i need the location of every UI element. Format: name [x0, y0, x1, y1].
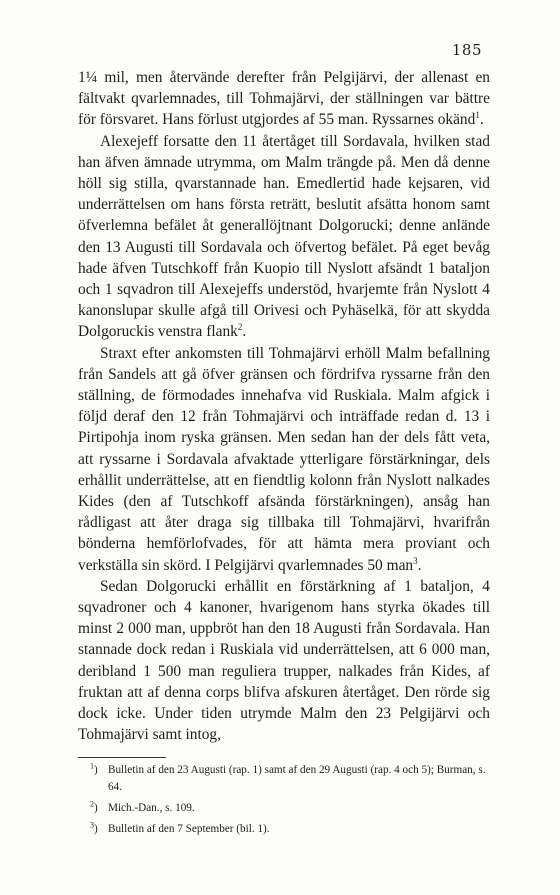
paragraph-text: 1¼ mil, men återvände derefter från Pelgijärvi, der allenast en fältvakt qvarlemnades, till Tohmajärvi, der ställningen var bättre för försvaret. Hans förlust utgjordes af 55 man. Ryssarnes okänd [78, 69, 490, 129]
footnote-ref: 1 [475, 110, 480, 121]
page-number: 185 [451, 41, 482, 59]
paragraph-4 [78, 576, 490, 746]
footnote-2: $^2$) Mich.-Dan., s. 109. [90, 799, 195, 814]
footnote-3: $^3$) Bulletin af den 7 September (bil. 1). [90, 820, 270, 835]
footnote-mark: 1 [90, 761, 94, 771]
paragraph-text: Sedan Dolgorucki erhållit en förstärkning af 1 bataljon, 4 sqvadroner och 4 kanoner, hvarigenom hans styrka ökades till minst 2 000 man, uppbröt han den 18 Augusti från Sordavala. Han stannade dock redan i Ruskiala vid underrättelsen, att 6 000 man, deribland 1 500 man reguliera trupper, nalkades från Kides, af fruktan att af denna corps blifva afskuren återtåget. Den rörde sig dock icke. Under tiden utrymde Malm den 23 Pelgijärvi och Tohmajärvi samt intog [78, 577, 490, 744]
footnote-text: Bulletin af den 23 Augusti (rap. 1) samt af den 29 Augusti (rap. 4 och 5); Burman, s. 64. [108, 764, 486, 793]
body-text [78, 67, 490, 746]
paragraph-3 [78, 343, 490, 576]
paragraph-tail: . [417, 556, 422, 574]
footnote-text: Bulletin af den 7 September (bil. 1). [108, 823, 270, 835]
paragraph-2 [78, 131, 490, 343]
paragraph-tail: . [479, 111, 484, 129]
paragraph-text: Alexejeff forsatte den 11 återtåget till Sordavala, hvilken stad han äfven ämnade utrymma, om Malm trängde på. Men då denne höll sig stilla, qvarstannade han. Emedlertid hade kejsaren, vid underrättelsen om hans första reträtt, beslutit afsätta honom samt öfverlemna befälet åt generallöjtnant Dolgorucki; denne anlände den 13 Augusti till Sordavala och öfvertog befälet. På eget bevåg hade äfven Tutschkoff från Kuopio till Nyslott afsändt 1 bataljon och 1 sqvadron till Alexejeffs understöd, hvarjemte från Nyslott 4 kanonslupar skulle afgå till Orivesi och Pyhäselkä, för att skydda Dolgoruckis venstra flank [78, 132, 490, 341]
paragraph-text: Straxt efter ankomsten till Tohmajärvi erhöll Malm befallning från Sandels att gå öfver gränsen och fördrifva ryssarne från den ställning, de förmodades innehafva vid Ruskiala. Malm afgick i följd deraf den 12 från Tohmajärvi och inträffade redan d. 13 i Pirtipohja inom ryska gränsen. Men sedan han der dels fått veta, att ryssarne i Sordavala afvaktade ytterligare förstärkningar, dels erhållit underrättelse, att en fiendtlig kolonn från Nyslott nalkades Kides (den af Tutschkoff afsända förstärkningen), ansåg han rådligast att åter draga sig tillbaka till Tohmajärvi, hvarifrån bönderna hemförlofvades, för att hämta mera proviant och verkställa sin skörd. I Pelgijärvi qvarlemnades 50 man [78, 344, 490, 574]
footnote-mark: 2 [90, 799, 94, 809]
footnote-mark: 3 [90, 820, 94, 830]
paragraph-tail: . [242, 323, 247, 341]
footnote-text: Mich.-Dan., s. 109. [108, 802, 195, 814]
footnote-ref: 3 [413, 555, 418, 566]
footnote-1: $^1$) Bulletin af den 23 Augusti (rap. 1) samt af den 29 Augusti (rap. 4 och 5); Burman, s. 64. [90, 761, 486, 793]
paragraph-tail: , [217, 726, 221, 744]
footnote-divider [78, 757, 166, 758]
footnotes [90, 762, 490, 842]
paragraph-1 [78, 67, 490, 131]
footnote-ref: 2 [237, 322, 243, 333]
